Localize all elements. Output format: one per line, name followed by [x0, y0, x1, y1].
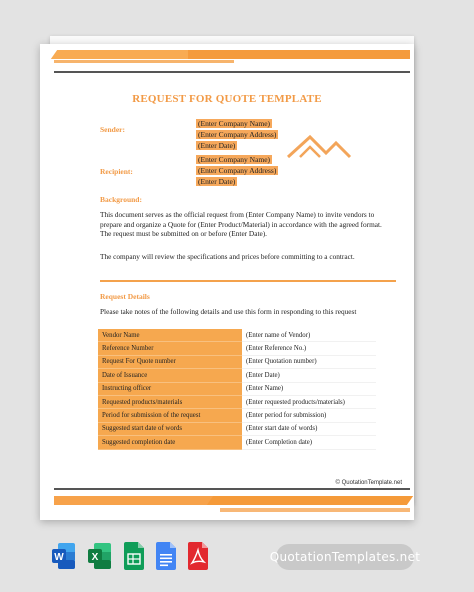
pdf-icon[interactable] [188, 542, 208, 570]
row-value[interactable]: (Enter Reference No.) [242, 342, 376, 355]
table-row [98, 369, 376, 382]
sender-company-name[interactable]: (Enter Company Name) [198, 119, 271, 128]
row-label: Period for submission of the request [98, 409, 242, 422]
bottom-decor-stripe [220, 508, 410, 512]
table-row [98, 436, 376, 449]
table-row [98, 422, 376, 435]
row-value[interactable]: (Enter period for submission) [242, 409, 376, 422]
details-table [98, 329, 376, 450]
svg-text:W: W [54, 552, 64, 563]
sender-date[interactable]: (Enter Date) [198, 141, 236, 150]
bottom-decor-band [54, 496, 214, 505]
recipient-fields [196, 153, 278, 186]
row-label: Vendor Name [98, 329, 242, 342]
table-row [98, 342, 376, 355]
row-value[interactable]: (Enter start date of words) [242, 422, 376, 435]
background-paragraph-1: This document serves as the official request from (Enter Company Name) to invite vendors to prepare and organize a Quote for (Enter Product/Material) in accordance with the agreed format. The request must be submitted on or before (Enter Date). [100, 210, 382, 238]
format-icons [52, 542, 208, 570]
document-title: REQUEST FOR QUOTE TEMPLATE [132, 93, 322, 105]
row-label: Request For Quote number [98, 355, 242, 368]
svg-text:X: X [91, 552, 99, 563]
background-heading: Background: [100, 195, 142, 204]
details-heading: Request Details [100, 292, 150, 301]
bottom-decor-band [207, 496, 413, 505]
table-row [98, 395, 376, 408]
row-label: Requested products/materials [98, 395, 242, 408]
document-page [40, 44, 414, 520]
details-intro: Please take notes of the following details and use this form in responding to this request [100, 307, 357, 316]
row-label: Suggested start date of words [98, 422, 242, 435]
row-value[interactable]: (Enter name of Vendor) [242, 329, 376, 342]
row-value[interactable]: (Enter requested products/materials) [242, 395, 376, 408]
recipient-company-name[interactable]: (Enter Company Name) [198, 155, 271, 164]
row-label: Instructing officer [98, 382, 242, 395]
footer-credit: © QuotationTemplate.net [335, 480, 402, 486]
top-rule [54, 71, 410, 73]
table-row [98, 355, 376, 368]
brand-badge[interactable]: QuotationTemplates.net [276, 544, 414, 570]
row-label: Suggested completion date [98, 436, 242, 449]
top-decor-stripe [54, 60, 234, 63]
table-row [98, 329, 376, 342]
table-row [98, 382, 376, 395]
google-docs-icon[interactable] [156, 542, 176, 570]
row-label: Date of Issuance [98, 369, 242, 382]
recipient-label: Recipient: [100, 167, 133, 176]
recipient-date[interactable]: (Enter Date) [198, 177, 236, 186]
sender-label: Sender: [100, 125, 125, 134]
recipient-company-address[interactable]: (Enter Company Address) [198, 166, 277, 175]
mountain-logo-icon [286, 131, 352, 161]
row-value[interactable]: (Enter Name) [242, 382, 376, 395]
top-decor-band [51, 50, 197, 59]
row-value[interactable]: (Enter Date) [242, 369, 376, 382]
sender-company-address[interactable]: (Enter Company Address) [198, 130, 277, 139]
google-sheets-icon[interactable] [124, 542, 144, 570]
background-paragraph-2: The company will review the specifications and prices before committing to a contract. [100, 252, 355, 261]
table-row [98, 409, 376, 422]
section-divider [100, 280, 396, 282]
excel-icon[interactable] [88, 542, 112, 570]
bottom-rule [54, 488, 410, 490]
word-icon[interactable] [52, 542, 76, 570]
top-decor-band [188, 50, 410, 59]
row-value[interactable]: (Enter Quotation number) [242, 355, 376, 368]
row-value[interactable]: (Enter Completion date) [242, 436, 376, 449]
sender-fields [196, 117, 278, 150]
row-label: Reference Number [98, 342, 242, 355]
